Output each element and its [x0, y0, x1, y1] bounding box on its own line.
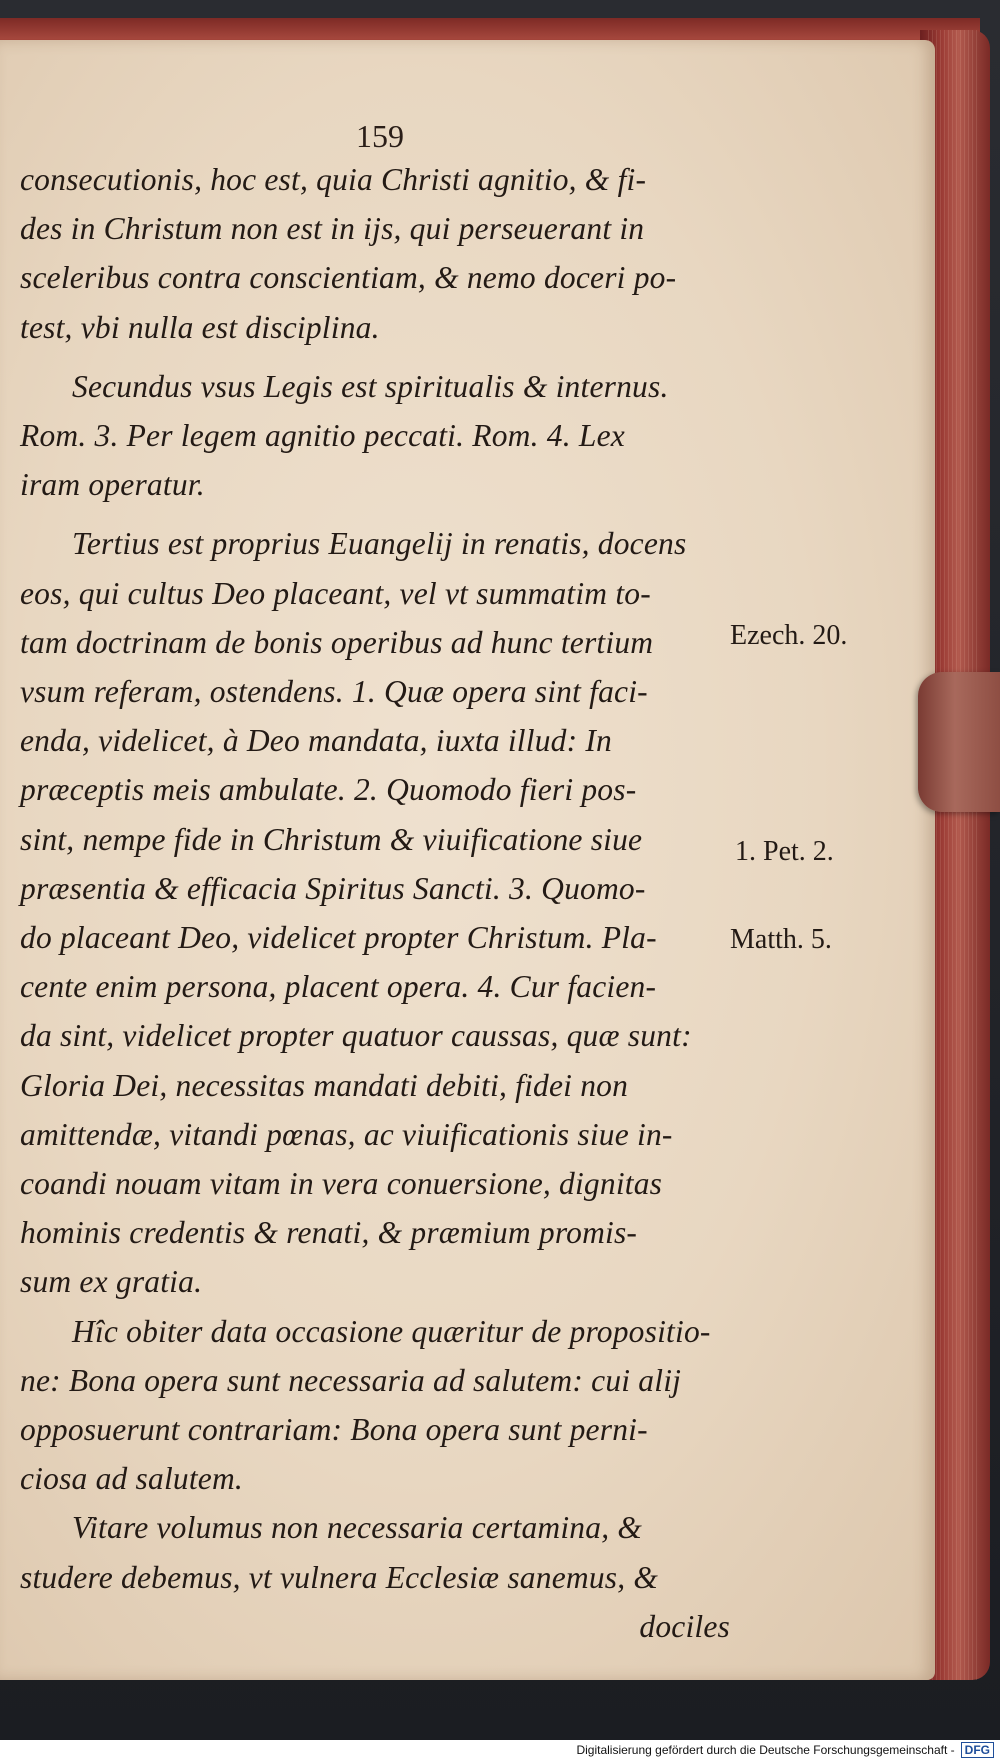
- text-line: tam doctrinam de bonis operibus ad hunc tertium: [20, 624, 654, 660]
- text-line: iram operatur.: [20, 467, 205, 503]
- marginal-note: 1. Pet. 2.: [735, 836, 834, 867]
- body-text: [20, 155, 730, 1651]
- text-line: cente enim persona, placent opera. 4. Cur facien-: [20, 969, 657, 1005]
- text-line: test, vbi nulla est disciplina.: [20, 309, 380, 345]
- text-line: amittendæ, vitandi pœnas, ac viuificationis siue in-: [20, 1116, 673, 1152]
- text-line: da sint, videlicet propter quatuor caussas, quæ sunt:: [20, 1018, 692, 1054]
- text-line: ciosa ad salutem.: [20, 1461, 244, 1497]
- text-line: enda, videlicet, à Deo mandata, iuxta illud: In: [20, 723, 613, 759]
- text-line: Gloria Dei, necessitas mandati debiti, fidei non: [20, 1067, 629, 1103]
- dfg-logo: DFG: [961, 1742, 994, 1758]
- text-line: præceptis meis ambulate. 2. Quomodo fieri pos-: [20, 772, 637, 808]
- text-line: coandi nouam vitam in vera conuersione, dignitas: [20, 1166, 663, 1202]
- text-line: Tertius est proprius Euangelij in renatis, docens: [72, 526, 687, 562]
- text-line: præsentia & efficacia Spiritus Sancti. 3. Quomo-: [20, 870, 646, 906]
- text-line: vsum referam, ostendens. 1. Quæ opera sint faci-: [20, 674, 648, 710]
- catchword: dociles: [639, 1608, 730, 1644]
- text-line: sceleribus contra conscientiam, & nemo doceri po-: [20, 260, 677, 296]
- text-line: hominis credentis & renati, & præmium promis-: [20, 1215, 638, 1251]
- text-line: ne: Bona opera sunt necessaria ad salutem: cui alij: [20, 1362, 682, 1398]
- text-line: Secundus vsus Legis est spiritualis & internus.: [72, 368, 669, 404]
- text-line: do placeant Deo, videlicet propter Christum. Pla-: [20, 920, 657, 956]
- text-line: sint, nempe fide in Christum & viuificatione siue: [20, 821, 643, 857]
- text-line: studere debemus, vt vulnera Ecclesiæ sanemus, &: [20, 1559, 659, 1595]
- text-line: eos, qui cultus Deo placeant, vel vt summatim to-: [20, 575, 651, 611]
- text-line: sum ex gratia.: [20, 1264, 203, 1300]
- page-number: 159: [356, 118, 404, 154]
- text-line: consecutionis, hoc est, quia Christi agnitio, & fi-: [20, 162, 647, 197]
- text-line: Rom. 3. Per legem agnitio peccati. Rom. 4. Lex: [20, 418, 625, 454]
- marginal-note: Ezech. 20.: [730, 620, 848, 651]
- marginal-note: Matth. 5.: [730, 924, 832, 955]
- text-line: des in Christum non est in ijs, qui perseuerant in: [20, 211, 645, 247]
- footer-text: Digitalisierung gefördert durch die Deutsche Forschungsgemeinschaft -: [576, 1743, 955, 1757]
- text-line: Vitare volumus non necessaria certamina, &: [72, 1510, 643, 1546]
- text-line: Hîc obiter data occasione quæritur de propositio-: [72, 1313, 711, 1349]
- bookmark-tab: [918, 672, 1000, 812]
- text-line: opposuerunt contrariam: Bona opera sunt perni-: [20, 1412, 648, 1448]
- footer-credit: [0, 1740, 1000, 1761]
